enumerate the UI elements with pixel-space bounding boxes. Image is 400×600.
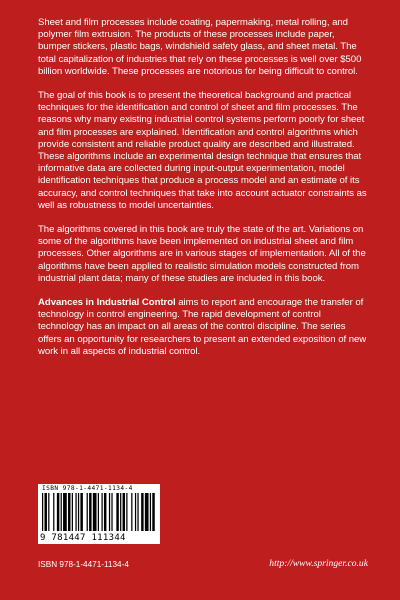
barcode-bar bbox=[150, 493, 151, 531]
barcode-bar bbox=[63, 493, 67, 531]
barcode-bar bbox=[111, 493, 112, 531]
barcode-bar bbox=[57, 493, 59, 531]
barcode-bars bbox=[42, 493, 156, 531]
publisher-url: http://www.springer.co.uk bbox=[269, 558, 368, 569]
barcode-bar bbox=[109, 493, 110, 531]
barcode-bar bbox=[80, 493, 82, 531]
barcode-bar bbox=[78, 493, 79, 531]
paragraph-algorithms: The algorithms covered in this book are truly the state of the art. Variations on some of the algorithms have been implemented on industrial sheet and film processes. Other algorithms are in various stages of implementation. All of the algorithms have been applied to realistic simulation models constructed from industrial plant data; many of these studies are included in this book. bbox=[38, 224, 366, 284]
series-title: Advances in Industrial Control bbox=[38, 297, 176, 309]
barcode-bar bbox=[123, 493, 125, 531]
barcode-bar bbox=[145, 493, 149, 531]
paragraph-series bbox=[38, 297, 368, 358]
barcode-bar bbox=[120, 493, 121, 531]
paragraph-goal: The goal of this book is to present the theoretical background and practical techniques for the identification and control of sheet and film processes. The reasons why many existing industrial control systems perform poorly for sheet and film processes are explained. Identification and control algorithms which provide consistent and reliable product quality are described and illustrated. These algorithms include an experimental design technique that ensures that informative data are collected during input-output experimentation, model identification techniques that produce a process model and an estimate of its accuracy, and control techniques that take into account actuator constraints as well as robustness to model uncertainties. bbox=[38, 90, 367, 211]
isbn-text: ISBN 978-1-4471-1134-4 bbox=[38, 560, 129, 569]
barcode-bar bbox=[72, 493, 73, 531]
barcode-bar bbox=[68, 493, 70, 531]
blurb-text bbox=[38, 17, 368, 370]
barcode-bar bbox=[104, 493, 106, 531]
barcode-bar bbox=[152, 493, 154, 531]
barcode-bar bbox=[131, 493, 132, 531]
barcode-digits: 9 781447 111344 bbox=[40, 533, 126, 543]
paragraph-intro: Sheet and film processes include coating, papermaking, metal rolling, and polymer film extrusion. The products of these processes include paper, bumper stickers, plastic bags, windshield safety glass, and sheet metal. The total capitalization of industries that rely on these processes is well over $500 billion worldwide. These processes are notorious for being difficult to control. bbox=[38, 17, 362, 77]
barcode-bar bbox=[48, 493, 49, 531]
series-description: aims to report and encourage the transfer of technology in control engineering. The rapid development of control technology has an impact on all areas of the control discipline. The series offers an opportunity for researchers to present an extended exposition of new work in all aspects of industrial control. bbox=[38, 297, 367, 357]
barcode-bar bbox=[61, 493, 62, 531]
barcode-bar bbox=[126, 493, 127, 531]
barcode-bar bbox=[137, 493, 138, 531]
barcode-bar bbox=[98, 493, 99, 531]
barcode-bar bbox=[135, 493, 136, 531]
barcode-bar bbox=[101, 493, 102, 531]
barcode-bar bbox=[44, 493, 46, 531]
barcode-bar bbox=[89, 493, 91, 531]
barcode-bar bbox=[42, 493, 43, 531]
barcode bbox=[38, 484, 160, 544]
barcode-isbn-label: ISBN 978-1-4471-1134-4 bbox=[42, 485, 133, 492]
barcode-bar bbox=[53, 493, 54, 531]
barcode-bar bbox=[116, 493, 118, 531]
barcode-bar bbox=[87, 493, 88, 531]
barcode-bar bbox=[141, 493, 143, 531]
barcode-bar bbox=[75, 493, 76, 531]
barcode-bar bbox=[93, 493, 97, 531]
